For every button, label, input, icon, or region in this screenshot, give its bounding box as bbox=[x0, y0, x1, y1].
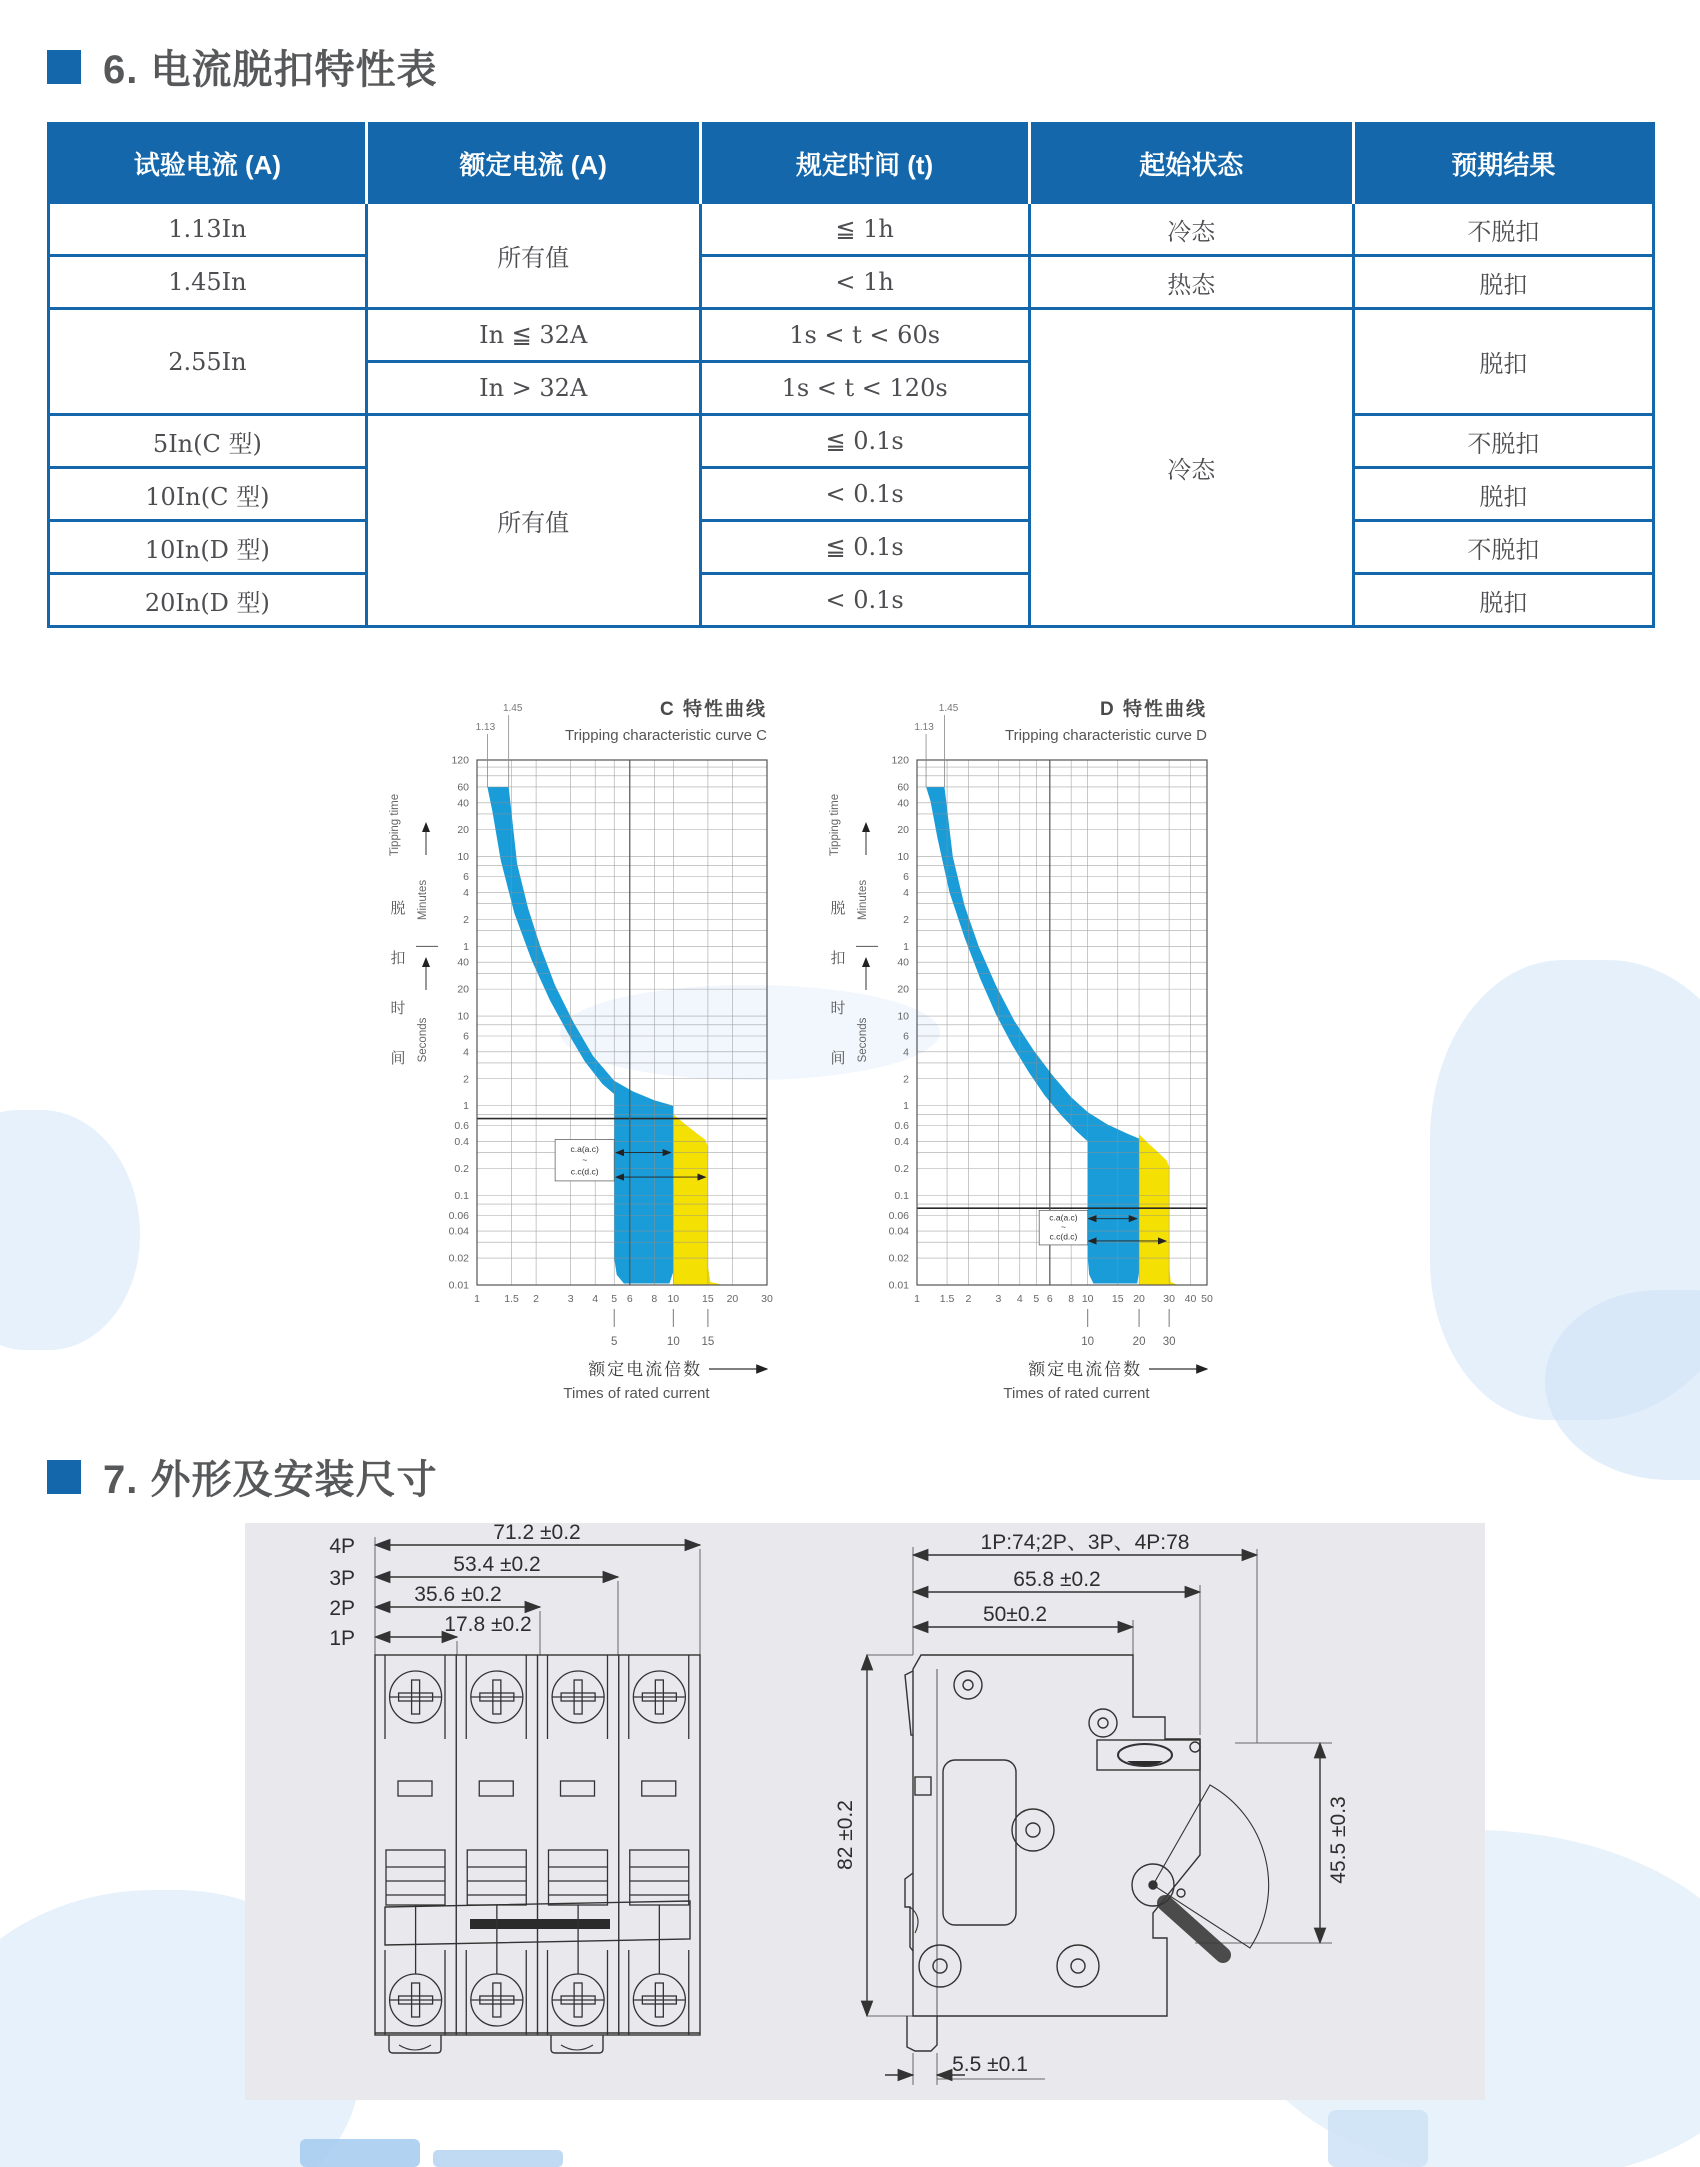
svg-text:20: 20 bbox=[457, 824, 469, 837]
svg-text:15: 15 bbox=[1111, 1293, 1124, 1305]
table-cell: 不脱扣 bbox=[1353, 415, 1653, 468]
svg-text:1.5: 1.5 bbox=[939, 1293, 955, 1305]
svg-text:10: 10 bbox=[897, 1010, 909, 1023]
svg-text:10: 10 bbox=[457, 1010, 469, 1023]
svg-text:~: ~ bbox=[582, 1155, 588, 1166]
table-cell: < 1h bbox=[700, 256, 1029, 309]
table-cell: 热态 bbox=[1029, 256, 1353, 309]
svg-text:1.45: 1.45 bbox=[502, 703, 523, 714]
svg-text:6: 6 bbox=[626, 1293, 633, 1305]
svg-text:10: 10 bbox=[1081, 1336, 1095, 1348]
table-cell: 脱扣 bbox=[1353, 256, 1653, 309]
svg-text:4: 4 bbox=[592, 1293, 599, 1305]
svg-text:时: 时 bbox=[390, 1000, 406, 1017]
svg-text:c.c(d.c): c.c(d.c) bbox=[570, 1166, 599, 1177]
table-cell: 脱扣 bbox=[1353, 468, 1653, 521]
pole-label: 3P bbox=[329, 1567, 355, 1590]
svg-text:8: 8 bbox=[1068, 1293, 1075, 1305]
svg-text:额定电流倍数: 额定电流倍数 bbox=[1028, 1360, 1143, 1379]
svg-text:10: 10 bbox=[1081, 1293, 1094, 1305]
svg-text:1: 1 bbox=[463, 940, 469, 953]
svg-text:20: 20 bbox=[726, 1293, 739, 1305]
svg-text:0.06: 0.06 bbox=[448, 1209, 469, 1222]
table-cell: 不脱扣 bbox=[1353, 521, 1653, 574]
svg-text:0.2: 0.2 bbox=[894, 1162, 909, 1175]
table-cell: 1.13In bbox=[49, 203, 367, 256]
svg-text:扣: 扣 bbox=[830, 950, 846, 967]
svg-text:Tripping characteristic curve: Tripping characteristic curve C bbox=[564, 727, 767, 744]
svg-text:4: 4 bbox=[903, 1046, 909, 1059]
svg-text:6: 6 bbox=[463, 1030, 469, 1043]
table-header-cell: 额定电流 (A) bbox=[366, 124, 700, 203]
svg-text:15: 15 bbox=[702, 1293, 714, 1305]
table-header-cell: 规定时间 (t) bbox=[700, 124, 1029, 203]
svg-text:4: 4 bbox=[463, 886, 469, 899]
table-cell: In > 32A bbox=[366, 362, 700, 415]
dim-label-17: 17.8 ±0.2 bbox=[444, 1613, 532, 1636]
svg-text:间: 间 bbox=[830, 1050, 846, 1067]
svg-text:15: 15 bbox=[701, 1336, 715, 1348]
svg-text:20: 20 bbox=[1132, 1336, 1146, 1348]
svg-text:2: 2 bbox=[903, 913, 909, 926]
svg-text:30: 30 bbox=[1162, 1336, 1176, 1348]
svg-text:Seconds: Seconds bbox=[417, 1017, 429, 1063]
svg-text:10: 10 bbox=[666, 1336, 680, 1348]
svg-text:40: 40 bbox=[457, 797, 469, 810]
svg-text:时: 时 bbox=[830, 1000, 846, 1017]
svg-text:0.1: 0.1 bbox=[894, 1189, 909, 1202]
svg-text:60: 60 bbox=[897, 781, 909, 794]
svg-text:1.13: 1.13 bbox=[914, 722, 934, 733]
svg-text:0.02: 0.02 bbox=[888, 1252, 909, 1265]
trip-table bbox=[47, 122, 1655, 628]
dimension-drawing-panel bbox=[245, 1523, 1485, 2100]
svg-text:扣: 扣 bbox=[390, 950, 406, 967]
svg-text:20: 20 bbox=[1133, 1293, 1145, 1305]
table-row bbox=[49, 203, 1654, 256]
svg-text:40: 40 bbox=[897, 956, 909, 969]
svg-text:30: 30 bbox=[1163, 1293, 1175, 1305]
svg-text:2: 2 bbox=[533, 1293, 540, 1305]
svg-text:额定电流倍数: 额定电流倍数 bbox=[588, 1360, 703, 1379]
table-cell: 1s < t < 120s bbox=[700, 362, 1029, 415]
svg-text:8: 8 bbox=[651, 1293, 658, 1305]
svg-text:40: 40 bbox=[897, 797, 909, 810]
svg-text:1.13: 1.13 bbox=[475, 722, 496, 733]
table-cell: 1.45In bbox=[49, 256, 367, 309]
table-cell: 脱扣 bbox=[1353, 574, 1653, 627]
svg-text:3: 3 bbox=[995, 1293, 1002, 1305]
table-cell: 20In(D 型) bbox=[49, 574, 367, 627]
svg-text:6: 6 bbox=[903, 1030, 909, 1043]
svg-text:0.02: 0.02 bbox=[448, 1252, 469, 1265]
svg-text:120: 120 bbox=[451, 754, 469, 767]
table-header-cell: 预期结果 bbox=[1353, 124, 1653, 203]
trip-band-yellow bbox=[1139, 1134, 1176, 1285]
table-cell: 冷态 bbox=[1029, 203, 1353, 256]
table-cell: 10In(D 型) bbox=[49, 521, 367, 574]
svg-text:Times of rated current: Times of rated current bbox=[563, 1385, 710, 1402]
svg-text:5: 5 bbox=[611, 1293, 618, 1305]
table-cell: In ≦ 32A bbox=[366, 309, 700, 362]
svg-text:C 特性曲线: C 特性曲线 bbox=[659, 699, 767, 720]
svg-text:0.4: 0.4 bbox=[894, 1135, 909, 1148]
svg-text:2: 2 bbox=[965, 1293, 972, 1305]
section7-title: 7. 外形及安装尺寸 bbox=[103, 1458, 438, 1502]
svg-text:Times of rated current: Times of rated current bbox=[1003, 1385, 1150, 1402]
section-bullet-square bbox=[47, 1460, 81, 1494]
table-row bbox=[49, 256, 1654, 309]
svg-text:Tripping characteristic curve: Tripping characteristic curve D bbox=[1004, 727, 1207, 744]
svg-text:6: 6 bbox=[903, 871, 909, 884]
breaker-pole-module bbox=[466, 1655, 526, 2035]
trip-band-blue bbox=[487, 787, 673, 1284]
table-cell: 所有值 bbox=[366, 203, 700, 309]
tripping-curve-chart-c bbox=[382, 695, 822, 1407]
svg-text:20: 20 bbox=[457, 983, 469, 996]
svg-text:脱: 脱 bbox=[390, 900, 406, 917]
svg-text:30: 30 bbox=[761, 1293, 773, 1305]
table-cell: < 0.1s bbox=[700, 468, 1029, 521]
section7-heading bbox=[47, 1448, 437, 1505]
table-header-cell: 起始状态 bbox=[1029, 124, 1353, 203]
svg-text:Seconds: Seconds bbox=[857, 1017, 869, 1063]
svg-text:0.2: 0.2 bbox=[454, 1162, 469, 1175]
section-bullet-square bbox=[47, 50, 81, 84]
svg-text:2: 2 bbox=[463, 913, 469, 926]
table-header-cell: 试验电流 (A) bbox=[49, 124, 367, 203]
svg-text:0.6: 0.6 bbox=[894, 1120, 909, 1133]
svg-text:1: 1 bbox=[903, 940, 909, 953]
svg-text:c.a(a.c): c.a(a.c) bbox=[570, 1143, 599, 1154]
svg-text:120: 120 bbox=[891, 754, 909, 767]
table-cell: < 0.1s bbox=[700, 574, 1029, 627]
breaker-pole-module bbox=[548, 1655, 608, 2035]
pole-label: 1P bbox=[329, 1627, 355, 1650]
breaker-pole-module bbox=[629, 1655, 689, 2035]
table-cell: 5In(C 型) bbox=[49, 415, 367, 468]
svg-text:60: 60 bbox=[457, 781, 469, 794]
svg-text:20: 20 bbox=[897, 983, 909, 996]
svg-text:0.04: 0.04 bbox=[888, 1225, 909, 1238]
side-view-drawing bbox=[834, 1531, 1350, 2085]
dim-label-35: 35.6 ±0.2 bbox=[414, 1583, 502, 1606]
pole-label: 4P bbox=[329, 1535, 355, 1558]
svg-text:2: 2 bbox=[463, 1073, 469, 1086]
svg-text:0.4: 0.4 bbox=[454, 1135, 469, 1148]
svg-text:Tipping time: Tipping time bbox=[829, 793, 841, 857]
front-view-drawing bbox=[329, 1521, 700, 2053]
svg-text:5: 5 bbox=[611, 1336, 618, 1348]
table-cell: 所有值 bbox=[366, 415, 700, 627]
table-cell: 10In(C 型) bbox=[49, 468, 367, 521]
table-cell: 2.55In bbox=[49, 309, 367, 415]
svg-text:1: 1 bbox=[914, 1293, 920, 1305]
table-cell: ≦ 1h bbox=[700, 203, 1029, 256]
table-row bbox=[49, 521, 1654, 574]
svg-text:0.1: 0.1 bbox=[454, 1189, 469, 1202]
svg-text:40: 40 bbox=[457, 956, 469, 969]
svg-text:0.01: 0.01 bbox=[448, 1279, 469, 1292]
dim-label-width-total: 1P:74;2P、3P、4P:78 bbox=[980, 1531, 1190, 1554]
svg-text:6: 6 bbox=[1046, 1293, 1053, 1305]
table-cell: ≦ 0.1s bbox=[700, 521, 1029, 574]
table-row bbox=[49, 309, 1654, 362]
dim-label-82: 82 ±0.2 bbox=[834, 1800, 857, 1870]
svg-text:50: 50 bbox=[1201, 1293, 1213, 1305]
section6-title: 6. 电流脱扣特性表 bbox=[103, 48, 438, 92]
trip-band-yellow bbox=[673, 1114, 720, 1285]
svg-text:4: 4 bbox=[903, 886, 909, 899]
svg-text:2: 2 bbox=[903, 1073, 909, 1086]
svg-text:0.01: 0.01 bbox=[888, 1279, 909, 1292]
svg-text:5: 5 bbox=[1033, 1293, 1040, 1305]
svg-text:0.04: 0.04 bbox=[448, 1225, 469, 1238]
svg-text:1.45: 1.45 bbox=[938, 703, 959, 714]
svg-text:10: 10 bbox=[897, 851, 909, 864]
svg-text:4: 4 bbox=[1016, 1293, 1023, 1305]
table-cell: 脱扣 bbox=[1353, 309, 1653, 415]
dimension-drawing bbox=[245, 1523, 1485, 2100]
table-cell: ≦ 0.1s bbox=[700, 415, 1029, 468]
svg-text:20: 20 bbox=[897, 824, 909, 837]
svg-text:10: 10 bbox=[457, 851, 469, 864]
table-row bbox=[49, 415, 1654, 468]
dim-label-65: 65.8 ±0.2 bbox=[1013, 1568, 1101, 1591]
svg-text:Tipping time: Tipping time bbox=[389, 793, 401, 857]
svg-text:1: 1 bbox=[474, 1293, 480, 1305]
pole-label: 2P bbox=[329, 1597, 355, 1620]
breaker-pole-module bbox=[385, 1655, 445, 2035]
dim-label-50: 50±0.2 bbox=[982, 1603, 1048, 1626]
table-cell: 1s < t < 60s bbox=[700, 309, 1029, 362]
trip-band-blue bbox=[926, 787, 1139, 1284]
svg-text:~: ~ bbox=[1060, 1222, 1066, 1233]
svg-text:1: 1 bbox=[903, 1100, 909, 1113]
svg-text:c.c(d.c): c.c(d.c) bbox=[1049, 1231, 1078, 1242]
svg-text:0.06: 0.06 bbox=[888, 1209, 909, 1222]
svg-text:Minutes: Minutes bbox=[857, 879, 869, 921]
svg-text:1.5: 1.5 bbox=[504, 1293, 519, 1305]
table-row bbox=[49, 574, 1654, 627]
svg-text:40: 40 bbox=[1184, 1293, 1197, 1305]
tripping-curve-chart-d bbox=[822, 695, 1262, 1407]
svg-text:Minutes: Minutes bbox=[417, 879, 429, 921]
table-cell: 不脱扣 bbox=[1353, 203, 1653, 256]
dim-label-5: 5.5 ±0.1 bbox=[952, 2053, 1028, 2076]
svg-text:4: 4 bbox=[463, 1046, 469, 1059]
svg-text:1: 1 bbox=[463, 1100, 469, 1113]
section6-heading bbox=[47, 38, 437, 95]
svg-text:3: 3 bbox=[567, 1293, 574, 1305]
svg-text:6: 6 bbox=[463, 871, 469, 884]
dim-label-71: 71.2 ±0.2 bbox=[493, 1521, 581, 1544]
svg-text:脱: 脱 bbox=[830, 900, 846, 917]
dim-label-45: 45.5 ±0.3 bbox=[1327, 1796, 1350, 1884]
svg-text:10: 10 bbox=[667, 1293, 680, 1305]
svg-text:D 特性曲线: D 特性曲线 bbox=[1099, 699, 1207, 720]
svg-text:0.6: 0.6 bbox=[454, 1120, 469, 1133]
table-row bbox=[49, 468, 1654, 521]
dim-label-53: 53.4 ±0.2 bbox=[453, 1553, 541, 1576]
table-cell: 冷态 bbox=[1029, 309, 1353, 627]
svg-text:间: 间 bbox=[390, 1050, 406, 1067]
svg-text:c.a(a.c): c.a(a.c) bbox=[1049, 1212, 1078, 1223]
